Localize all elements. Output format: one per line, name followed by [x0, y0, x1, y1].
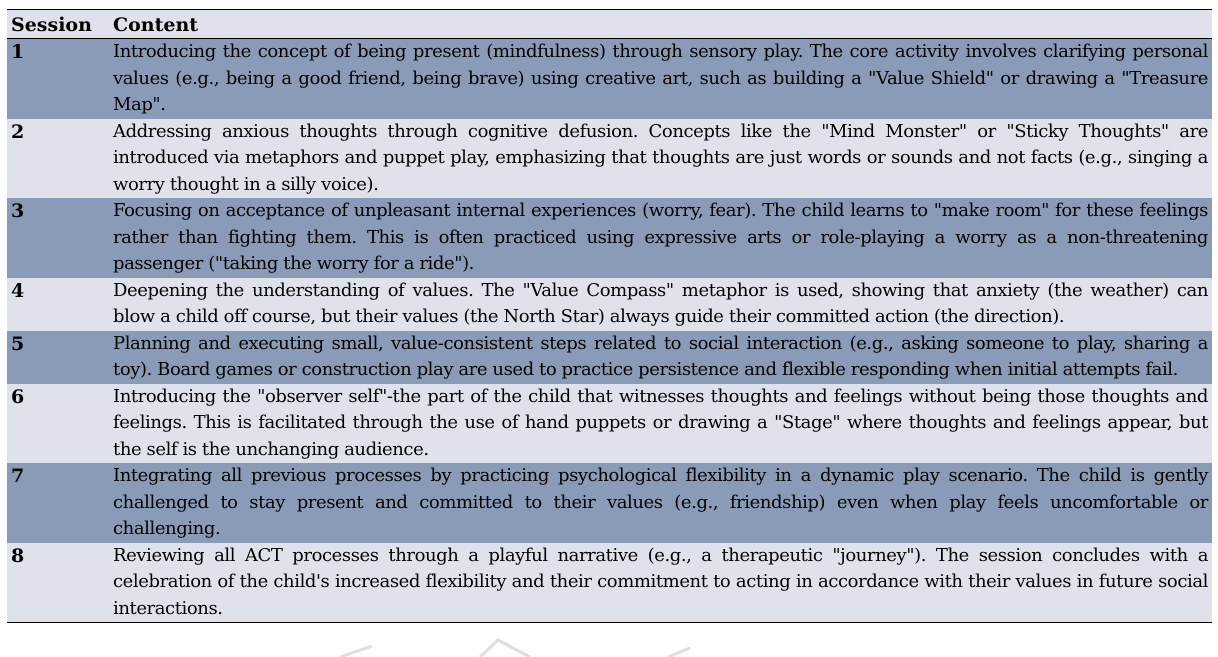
table-row: [7, 331, 1212, 384]
session-content: Planning and executing small, value-consistent steps related to social interaction (e.g., asking someone to play, sharing a toy). Board games or construction play are used to practice persistence and flexible responding when initial attempts fail.: [113, 332, 1208, 380]
watermark-stroke: [480, 640, 530, 657]
session-table: [7, 9, 1212, 623]
header-session: Session: [7, 10, 109, 39]
session-number: 7: [11, 465, 25, 487]
session-content: Addressing anxious thoughts through cognitive defusion. Concepts like the "Mind Monster" or "Sticky Thoughts" are introduced via metaphors and puppet play, emphasizing that thoughts are just words or sounds and not facts (e.g., singing a worry thought in a silly voice).: [113, 120, 1208, 195]
session-content: Introducing the concept of being present (mindfulness) through sensory play. The core activity involves clarifying personal values (e.g., being a good friend, being brave) using creative art, such as building a "Value Shield" or drawing a "Treasure Map".: [113, 41, 1208, 115]
session-number: 3: [11, 200, 25, 222]
table-header-row: [7, 10, 1212, 39]
session-content: Integrating all previous processes by practicing psychological flexibility in a dynamic play scenario. The child is gently challenged to stay present and committed to their values (e.g., friendship) even when play feels uncomfortable or challenging.: [113, 465, 1208, 539]
session-number: 2: [11, 120, 25, 143]
session-content: Introducing the "observer self"-the part of the child that witnesses thoughts and feelings without being those thoughts and feelings. This is facilitated through the use of hand puppets or drawing a "Stage" where thoughts and feelings appear, but the self is the unchanging audience.: [113, 385, 1208, 460]
header-content: Content: [109, 10, 1212, 39]
session-number: 5: [11, 332, 25, 355]
table-row: [7, 384, 1212, 464]
table-row: [7, 463, 1212, 543]
session-number: 6: [11, 385, 25, 408]
session-content: Focusing on acceptance of unpleasant internal experiences (worry, fear). The child learns to "make room" for these feelings rather than fighting them. This is often practiced using expressive arts or role-playing a worry as a non-threatening passenger ("taking the worry for a ride").: [113, 200, 1208, 274]
session-number: 1: [11, 41, 25, 63]
table-row: [7, 278, 1212, 331]
session-content: Reviewing all ACT processes through a playful narrative (e.g., a therapeutic "journey"). The session concludes with a celebration of the child's increased flexibility and their commitment to acting in accordance with their values in future social interactions.: [113, 544, 1208, 619]
session-number: 8: [11, 544, 25, 567]
table-row: [7, 39, 1212, 119]
session-table-container: [7, 9, 1212, 623]
session-number: 4: [11, 279, 25, 302]
table-row: [7, 543, 1212, 623]
session-content: Deepening the understanding of values. The "Value Compass" metaphor is used, showing that anxiety (the weather) can blow a child off course, but their values (the North Star) always guide their committed action (the direction).: [113, 279, 1208, 327]
table-row: [7, 119, 1212, 199]
table-row: [7, 198, 1212, 278]
watermark-stroke: [668, 648, 690, 657]
watermark-stroke: [340, 646, 372, 657]
